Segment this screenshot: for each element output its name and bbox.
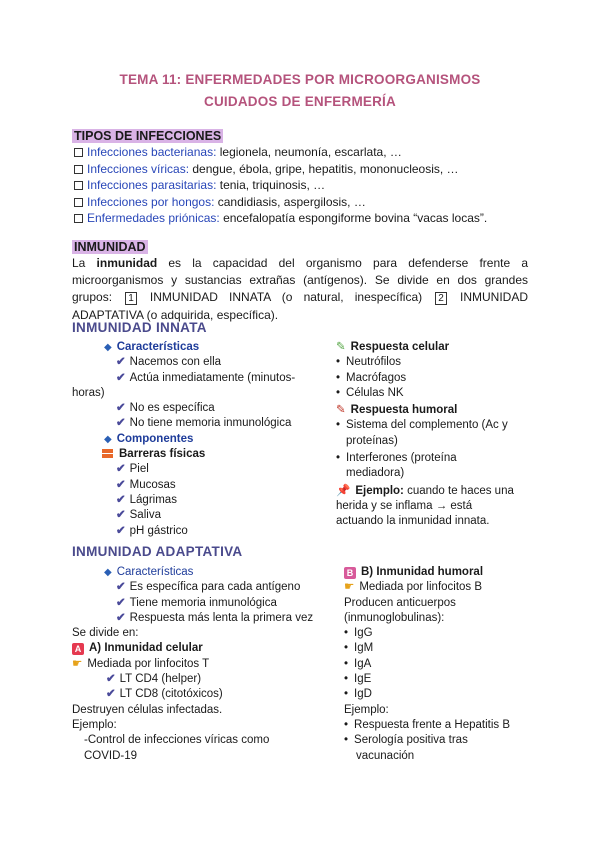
bullet-icon: •	[336, 371, 341, 384]
adapt-a-ej-line: -Control de infecciones víricas como	[84, 734, 270, 747]
list-item	[344, 733, 510, 748]
pointing-hand-icon: ☛	[72, 657, 83, 670]
adapt-a-mediada-text: Mediada por linfocitos T	[87, 657, 210, 670]
tipos-list	[74, 144, 544, 227]
list-item-text: Mucosas	[129, 478, 176, 491]
pointing-hand-icon: ☛	[344, 581, 355, 594]
adaptativa-right-column	[344, 565, 510, 764]
diamond-bullet-icon: ◆	[104, 433, 112, 445]
tipos-item-text: encefalopatía espongiforme bovina “vacas locas”.	[219, 211, 488, 226]
bullet-icon: •	[336, 419, 341, 432]
page-title-line1: TEMA 11: ENFERMEDADES POR MICROORGANISMOS	[119, 72, 481, 87]
brick-wall-icon	[102, 448, 113, 458]
checkbox-icon	[74, 148, 83, 157]
tipos-item	[74, 161, 544, 178]
checkmark-icon: ✔	[116, 371, 126, 384]
checkbox-icon	[74, 198, 83, 207]
list-item-text: Interferones (proteína	[346, 452, 457, 465]
list-item	[104, 687, 313, 702]
list-item	[336, 451, 514, 466]
innata-caract-title-text: Características	[116, 341, 200, 353]
innata-barreras-title	[102, 447, 295, 462]
adapt-caract-title	[104, 565, 313, 580]
list-item	[336, 355, 514, 370]
tipos-item-text: legionela, neumonía, escarlata, …	[216, 145, 402, 159]
checkmark-icon: ✔	[106, 673, 116, 686]
adapt-b-mediada	[344, 580, 510, 595]
list-item-text: Macrófagos	[346, 371, 407, 384]
list-item-text: Neutrófilos	[346, 356, 401, 369]
checkmark-icon: ✔	[116, 493, 126, 506]
adapt-b-mediada-text: Mediada por linfocitos B	[359, 581, 483, 594]
list-item	[104, 462, 295, 477]
list-item	[336, 418, 514, 433]
list-item	[104, 611, 313, 626]
list-item-text: No tiene memoria inmunológica	[129, 417, 292, 430]
syringe-icon: ✎	[336, 404, 346, 417]
checkmark-icon: ✔	[116, 402, 126, 415]
adaptativa-heading: INMUNIDAD ADAPTATIVA	[72, 544, 243, 559]
adapt-a-title-text: A) Inmunidad celular	[89, 642, 203, 655]
number-box-2: 2	[435, 292, 447, 305]
checkmark-icon: ✔	[116, 417, 126, 430]
innata-right-column	[336, 340, 514, 530]
adapt-b-title	[344, 565, 510, 580]
syringe-icon: ✎	[336, 341, 346, 353]
list-item	[344, 687, 510, 702]
adapt-a-ej-line: COVID-19	[84, 749, 138, 762]
innata-celular-title	[336, 340, 514, 355]
checkmark-icon: ✔	[116, 478, 126, 491]
list-item-text: Saliva	[129, 509, 161, 522]
list-item-text: IgA	[354, 657, 372, 670]
diamond-bullet-icon: ◆	[104, 567, 112, 578]
checkmark-icon: ✔	[116, 524, 126, 537]
tipos-item-label: Infecciones víricas:	[87, 161, 190, 176]
list-item-text: Piel	[129, 463, 149, 476]
inmunidad-paragraph	[72, 255, 528, 324]
list-item	[104, 355, 295, 370]
para-la: La	[72, 256, 97, 270]
checkmark-icon: ✔	[116, 581, 126, 594]
adapt-b-ejemplo: Ejemplo:	[344, 703, 389, 716]
innata-caract-title	[104, 340, 295, 355]
list-item	[104, 478, 295, 493]
list-item	[336, 386, 514, 401]
innata-barreras-title-text: Barreras físicas	[119, 448, 206, 461]
checkmark-icon: ✔	[116, 509, 126, 522]
list-item	[104, 672, 313, 687]
adapt-a-destruyen: Destruyen células infectadas.	[72, 703, 223, 716]
list-item	[344, 657, 510, 672]
para-bold-term: inmunidad	[96, 256, 158, 270]
list-item	[104, 580, 313, 595]
list-item-text: IgG	[354, 627, 373, 640]
innata-celular-title-text: Respuesta celular	[350, 341, 450, 353]
list-item	[104, 596, 313, 611]
tipos-item-text: tenia, triquinosis, …	[216, 178, 326, 193]
checkbox-icon	[74, 181, 83, 190]
checkmark-icon: ✔	[116, 356, 126, 369]
innata-comp-title-text: Componentes	[116, 432, 194, 445]
bullet-icon: •	[336, 356, 341, 369]
diamond-bullet-icon: ◆	[104, 342, 112, 353]
ejemplo-text: cuando te haces una	[403, 484, 514, 497]
bullet-icon: •	[344, 734, 349, 747]
ejemplo-label: Ejemplo:	[355, 484, 404, 497]
list-item	[104, 401, 295, 416]
letter-b-badge: B	[344, 567, 356, 579]
checkbox-icon	[74, 165, 83, 174]
bullet-icon: •	[336, 452, 341, 465]
tipos-heading	[72, 127, 223, 145]
page-title-line2: CUIDADOS DE ENFERMERÍA	[204, 94, 396, 109]
adapt-a-ejemplo: Ejemplo:	[72, 718, 117, 731]
inmunidad-heading	[72, 238, 148, 256]
list-item-text: Lágrimas	[129, 493, 177, 506]
list-item-continued: vacunación	[356, 749, 415, 762]
bullet-icon: •	[344, 657, 349, 670]
adapt-b-producen: Producen anticuerpos	[344, 596, 456, 609]
list-item-text: IgM	[354, 642, 374, 655]
innata-left-column	[72, 340, 296, 539]
number-box-1: 1	[125, 292, 137, 305]
letter-a-badge: A	[72, 643, 84, 655]
list-item	[104, 493, 295, 508]
list-item-text: Es específica para cada antígeno	[129, 581, 301, 594]
list-item-text: LT CD4 (helper)	[119, 673, 202, 686]
list-item-text: Respuesta más lenta la primera vez	[129, 611, 314, 624]
innata-ejemplo	[336, 484, 514, 499]
adapt-a-title	[72, 641, 313, 656]
bullet-icon: •	[336, 386, 341, 399]
list-item-continued: mediadora)	[346, 467, 405, 480]
tipos-heading-text: TIPOS DE INFECCIONES	[74, 129, 222, 143]
innata-humoral-title-text: Respuesta humoral	[350, 404, 458, 417]
bullet-icon: •	[344, 718, 349, 731]
list-item	[104, 524, 295, 539]
adaptativa-left-column	[72, 565, 314, 764]
tipos-item-text: dengue, ébola, gripe, hepatitis, mononucleosis, …	[189, 161, 459, 176]
list-item-text: Sistema del complemento (Ac y	[346, 419, 508, 432]
list-item	[104, 416, 295, 431]
adapt-b-title-text: B) Inmunidad humoral	[361, 566, 484, 578]
tipos-item	[74, 210, 544, 227]
list-item-text: IgD	[354, 688, 372, 701]
list-item-continued: horas)	[72, 386, 105, 399]
checkmark-icon: ✔	[106, 688, 116, 701]
list-item	[104, 371, 295, 386]
tipos-item	[74, 177, 544, 194]
tipos-item-text: candidiasis, aspergilosis, …	[214, 194, 366, 209]
bullet-icon: •	[344, 627, 349, 640]
tipos-item-label: Enfermedades priónicas:	[87, 211, 220, 226]
list-item	[104, 508, 295, 523]
tipos-item-label: Infecciones por hongos:	[87, 194, 215, 209]
list-item-text: Tiene memoria inmunológica	[129, 596, 277, 609]
list-item-text: pH gástrico	[129, 524, 188, 537]
adapt-a-mediada	[72, 657, 313, 672]
list-item-text: Actúa inmediatamente (minutos-	[129, 371, 296, 384]
tipos-item	[74, 144, 544, 161]
checkmark-icon: ✔	[116, 611, 126, 624]
list-item-text: IgE	[354, 673, 372, 686]
bullet-icon: •	[344, 642, 349, 655]
list-item-continued: proteínas)	[346, 434, 398, 447]
list-item-text: LT CD8 (citotóxicos)	[119, 688, 223, 701]
para-adapt: INMUNIDAD ADAPTATIVA (o adquirida, específica).	[72, 290, 529, 322]
innata-humoral-title	[336, 403, 514, 418]
checkmark-icon: ✔	[116, 596, 126, 609]
para-rest: es la capacidad del organismo para defenderse frente a microorganismos y sustancias extrañas (antígenos). Se divide en dos grandes grupos:	[72, 256, 528, 305]
checkmark-icon: ✔	[116, 463, 126, 476]
list-item	[344, 718, 510, 733]
adapt-caract-title-text: Características	[116, 566, 194, 578]
list-item-text: Respuesta frente a Hepatitis B	[354, 718, 511, 731]
list-item	[344, 626, 510, 641]
pushpin-icon: 📌	[336, 484, 351, 497]
innata-comp-title	[104, 432, 295, 447]
adapt-divide: Se divide en:	[72, 627, 139, 640]
list-item	[344, 672, 510, 687]
list-item-text: Serología positiva tras	[354, 734, 468, 747]
innata-heading: INMUNIDAD INNATA	[72, 320, 207, 335]
tipos-item-label: Infecciones bacterianas:	[87, 145, 217, 159]
checkbox-icon	[74, 214, 83, 223]
list-item-text: No es específica	[129, 402, 215, 415]
ejemplo-text-line: actuando la inmunidad innata.	[336, 515, 490, 528]
inmunidad-heading-text: INMUNIDAD	[74, 240, 146, 254]
adapt-b-producen: (inmunoglobulinas):	[344, 611, 445, 624]
tipos-item	[74, 194, 544, 211]
list-item	[344, 641, 510, 656]
tipos-item-label: Infecciones parasitarias:	[87, 178, 217, 193]
list-item-text: Nacemos con ella	[129, 356, 222, 369]
para-innata: INMUNIDAD INNATA (o natural, inespecífica)	[138, 290, 434, 305]
bullet-icon: •	[344, 673, 349, 686]
ejemplo-text-line: herida y se inflama → está	[336, 499, 473, 512]
list-item-text: Células NK	[346, 386, 404, 399]
list-item	[336, 371, 514, 386]
bullet-icon: •	[344, 688, 349, 701]
